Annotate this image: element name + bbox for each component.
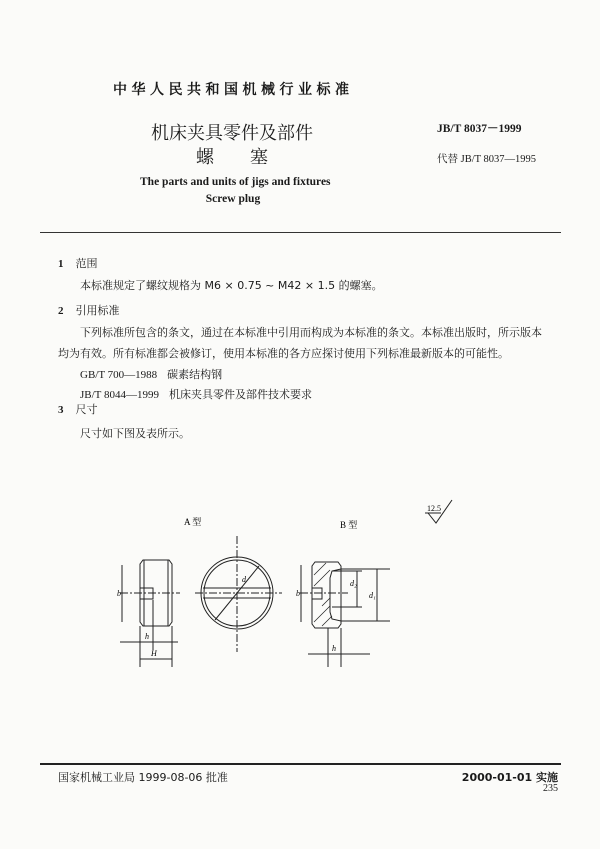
standard-number: JB/T 8037－1999 <box>437 123 522 135</box>
section-3-text: 尺寸如下图及表所示。 <box>80 427 190 440</box>
roughness-value: 12.5 <box>427 504 441 513</box>
dim-d2: d₂ <box>350 579 357 588</box>
reference-item <box>80 386 312 402</box>
section-title: 范围 <box>75 257 98 270</box>
doc-title: 机床夹具零件及部件 <box>151 123 313 144</box>
section-1-text: 本标准规定了螺纹规格为 M6 × 0.75 ~ M42 × 1.5 的螺塞。 <box>80 279 383 292</box>
reference-name: 碳素结构钢 <box>167 368 223 381</box>
dim-h-a: h <box>145 632 149 641</box>
approval-info: 国家机械工业局 1999-08-06 批准 <box>58 771 228 784</box>
dim-d: d <box>242 575 246 584</box>
type-a-front-view <box>195 536 282 652</box>
doc-subtitle: 螺 塞 <box>196 147 268 168</box>
reference-code: JB/T 8044—1999 <box>80 389 159 401</box>
section-2-text-line1: 下列标准所包含的条文，通过在本标准中引用而构成为本标准的条文。本标准出版时，所示版本 <box>80 326 542 339</box>
section-2-text-line2: 均为有效。所有标准都会被修订，使用本标准的各方应探讨使用下列标准最新版本的可能性。 <box>58 347 509 360</box>
effective-date: 2000-01-01 实施 <box>461 771 558 784</box>
footer-divider <box>40 763 561 765</box>
section-2-heading <box>58 302 120 318</box>
type-a-side-view <box>120 560 180 667</box>
subtitle-english: Screw plug <box>205 193 261 205</box>
section-number: 3 <box>58 404 64 416</box>
section-3-heading <box>58 401 98 417</box>
section-1-heading <box>58 255 98 271</box>
org-standard-heading: 中华人民共和国机械行业标准 <box>113 82 354 98</box>
title-english: The parts and units of jigs and fixtures <box>140 176 331 188</box>
type-b-label: B 型 <box>340 520 358 530</box>
reference-item <box>80 366 222 382</box>
page-number: 235 <box>543 783 558 794</box>
dim-b-b: b <box>296 589 300 598</box>
dim-b-a: b <box>117 589 121 598</box>
dim-H: H <box>151 649 157 658</box>
reference-code: GB/T 700—1988 <box>80 369 158 381</box>
dim-h-b: h <box>332 644 336 653</box>
type-a-label: A 型 <box>184 517 202 527</box>
screw-plug-drawing <box>0 490 600 690</box>
header-divider <box>40 232 561 233</box>
section-title: 引用标准 <box>75 304 120 317</box>
dim-d1: d₁ <box>369 591 376 600</box>
type-b-section-view <box>300 562 390 667</box>
reference-name: 机床夹具零件及部件技术要求 <box>168 388 312 401</box>
section-title: 尺寸 <box>75 403 98 416</box>
section-number: 2 <box>58 305 64 317</box>
section-number: 1 <box>58 258 64 270</box>
replaces-standard: 代替 JB/T 8037—1995 <box>437 154 536 165</box>
